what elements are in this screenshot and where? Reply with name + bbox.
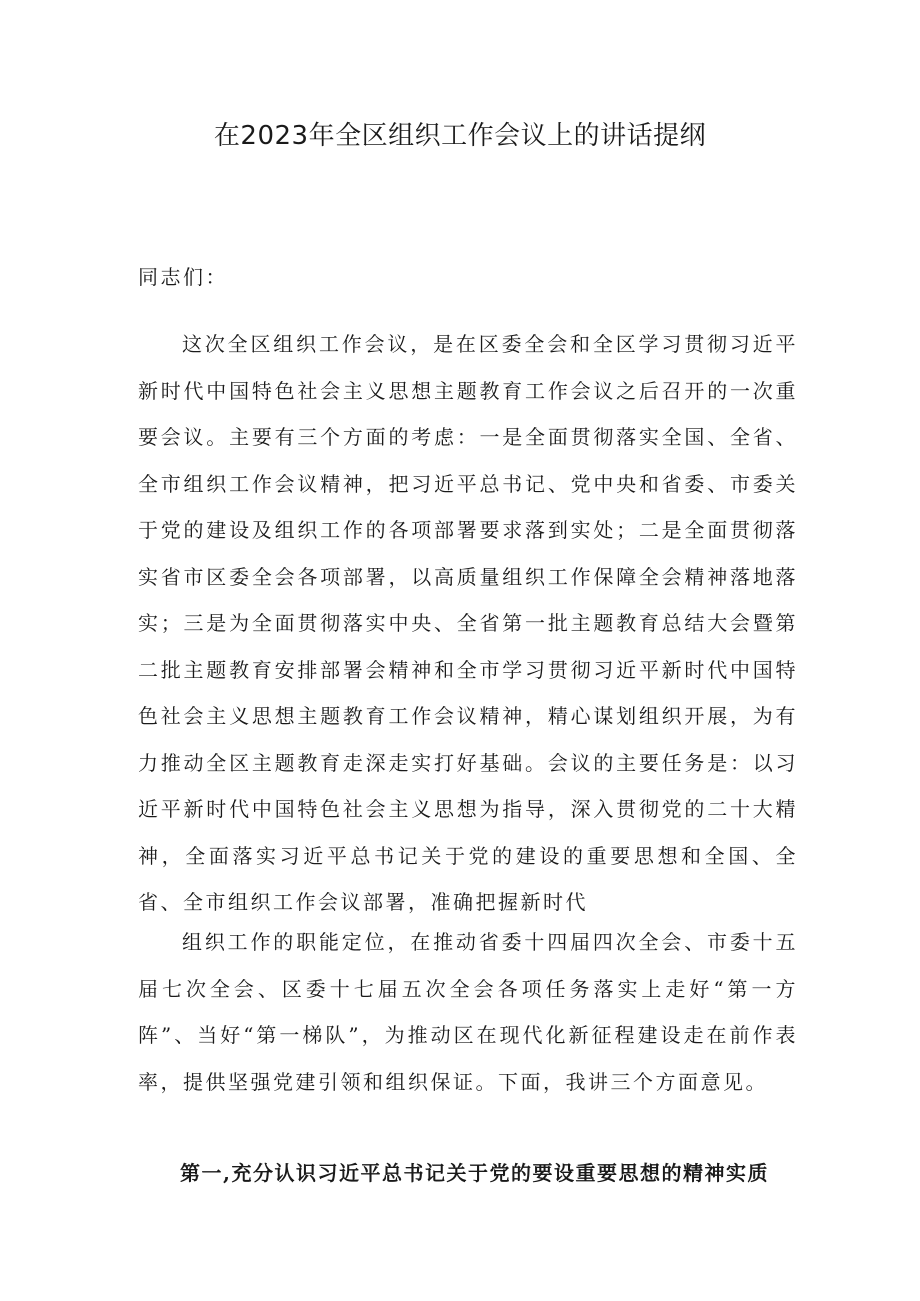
greeting: 同志们： [138,265,228,289]
section-heading: 第一,充分认识习近平总书记关于党的要设重要思想的精神实质 [180,1161,769,1185]
paragraph: 这次全区组织工作会议，是在区委全会和全区学习贯彻习近平新时代中国特色社会主义思想主题教育工作会议之后召开的一次重要会议。主要有三个方面的考虑：一是全面贯彻落实全国、全省、全市组织工作会议精神，把习近平总书记、党中央和省委、市委关于党的建设及组织工作的各项部署要求落到实处；二是全面贯彻落实省市区委全会各项部署，以高质量组织工作保障全会精神落地落实；三是为全面贯彻落实中央、全省第一批主题教育总结大会暨第二批主题教育安排部署会精神和全市学习贯彻习近平新时代中国特色社会主义思想主题教育工作会议精神，精心谋划组织开展，为有力推动全区主题教育走深走实打好基础。会议的主要任务是：以习近平新时代中国特色社会主义思想为指导，深入贯彻党的二十大精神，全面落实习近平总书记关于党的建设的重要思想和全国、全省、全市组织工作会议部署，准确把握新时代 [138,332,798,914]
document-title: 在2023年全区组织工作会议上的讲话提纲 [213,121,707,151]
paragraph: 组织工作的职能定位，在推动省委十四届四次全会、市委十五届七次全会、区委十七届五次全会各项任务落实上走好“第一方阵”、当好“第一梯队”，为推动区在现代化新征程建设走在前作表率，提供坚强党建引领和组织保证。下面，我讲三个方面意见。 [138,930,798,1094]
